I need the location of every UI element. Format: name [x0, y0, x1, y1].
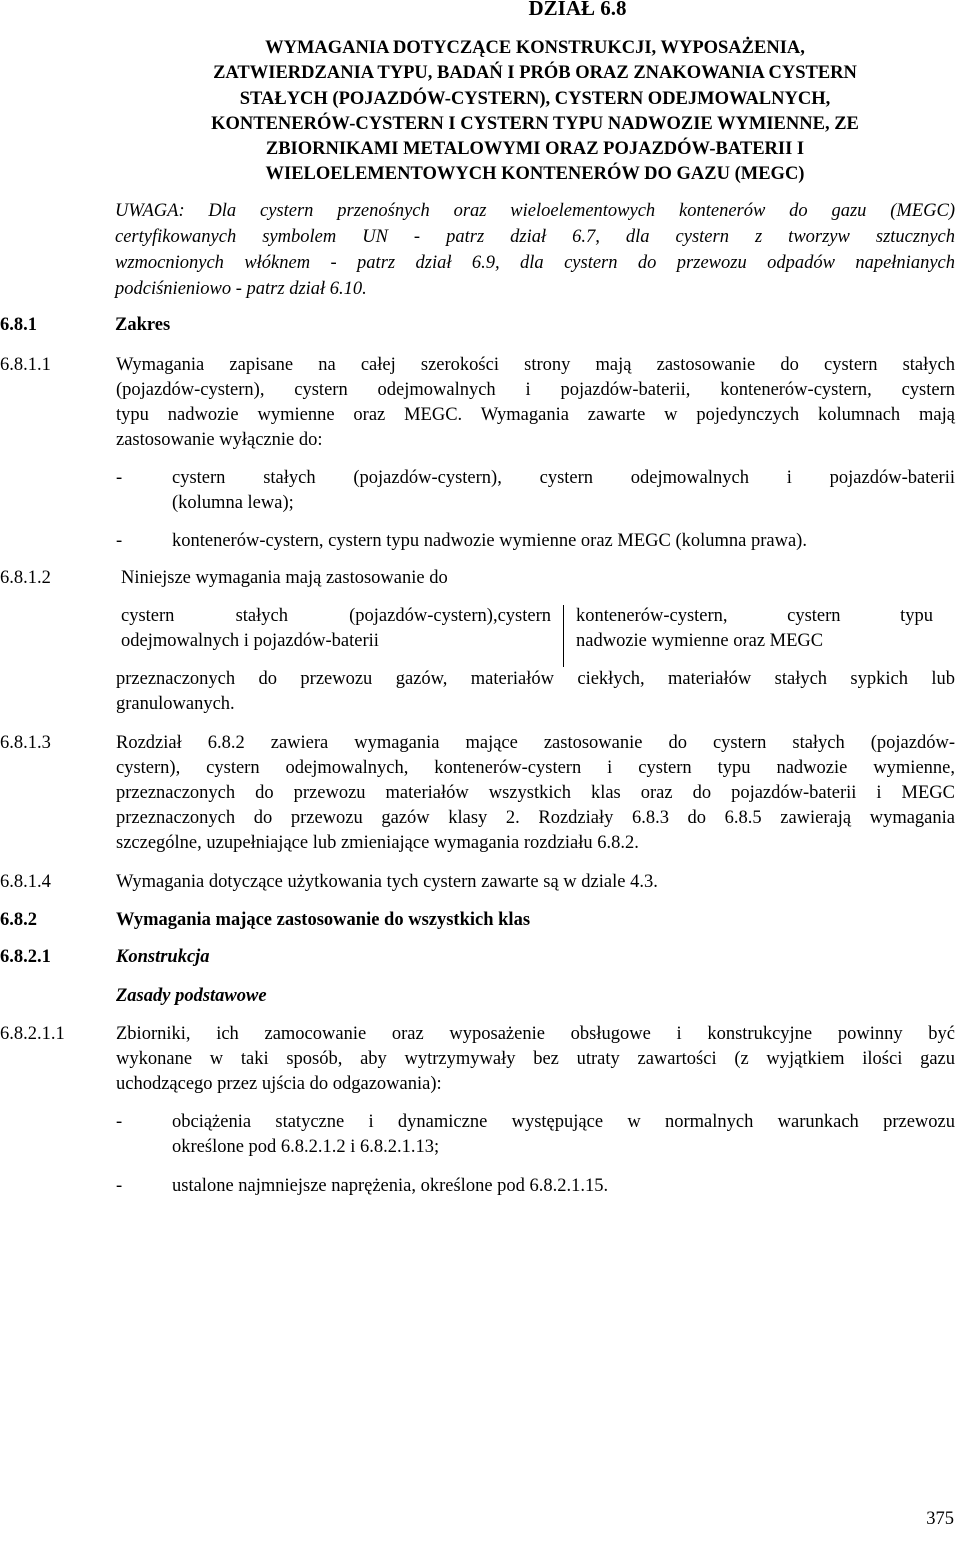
paragraph-line: Rozdział 6.8.2 zawiera wymagania mające zastosowanie do cystern stałych (pojazdów- [116, 733, 955, 753]
section-number: 6.8.2.1.1 [0, 1024, 65, 1044]
chapter-title-line: ZATWIERDZANIA TYPU, BADAŃ I PRÓB ORAZ ZNAKOWANIA CYSTERN [213, 63, 857, 84]
section-number: 6.8.1.3 [0, 733, 51, 753]
paragraph-line: typu nadwozie wymienne oraz MEGC. Wymagania zawarte w pojedynczych kolumnach mają [116, 405, 955, 425]
list-dash: - [116, 468, 123, 488]
page-number: 375 [926, 1509, 954, 1529]
paragraph-line: przeznaczonych do przewozu gazów klasy 2. Rozdziały 6.8.3 do 6.8.5 zawierają wymagania [116, 808, 955, 828]
paragraph-line: szczególne, uzupełniające lub zmieniające wymagania rozdziału 6.8.2. [116, 833, 639, 853]
list-item-line: kontenerów-cystern, cystern typu nadwozie wymienne oraz MEGC (kolumna prawa). [172, 531, 807, 551]
paragraph-line: cystern), cystern odejmowalnych, kontenerów-cystern i cystern typu nadwozie wymienne, [116, 758, 955, 778]
list-item-line: cystern stałych (pojazdów-cystern), cystern odejmowalnych i pojazdów-baterii [172, 468, 955, 488]
section-number: 6.8.1.1 [0, 355, 51, 375]
paragraph-line: przeznaczonych do przewozu gazów, materiałów ciekłych, materiałów stałych sypkich lub [116, 669, 955, 689]
list-item-line: określone pod 6.8.2.1.2 i 6.8.2.1.13; [172, 1137, 440, 1157]
column-divider [563, 605, 564, 667]
section-number: 6.8.1 [0, 315, 37, 335]
chapter-title-line: STAŁYCH (POJAZDÓW-CYSTERN), CYSTERN ODEJMOWALNYCH, [239, 88, 831, 109]
paragraph-line: Niniejsze wymagania mają zastosowanie do [121, 568, 448, 588]
paragraph-line: (pojazdów-cystern), cystern odejmowalnych i pojazdów-baterii, kontenerów-cystern, cystern [116, 380, 955, 400]
paragraph-line: granulowanych. [116, 694, 235, 714]
chapter-title-line: KONTENERÓW-CYSTERN I CYSTERN TYPU NADWOZIE WYMIENNE, ZE [211, 113, 859, 134]
paragraph-line: uchodzącego przez ujścia do odgazowania): [116, 1074, 442, 1094]
section-title: Zakres [115, 315, 171, 335]
right-column-line: nadwozie wymienne oraz MEGC [576, 631, 824, 651]
list-item-line: (kolumna lewa); [172, 493, 294, 513]
list-dash: - [116, 1176, 123, 1196]
list-dash: - [116, 531, 123, 551]
note-line: certyfikowanych symbolem UN - patrz dział 6.7, dla cystern z tworzyw sztucznych [115, 227, 955, 247]
subsection-title: Zasady podstawowe [116, 986, 267, 1006]
paragraph-line: przeznaczonych do przewozu materiałów wszystkich klas oraz do pojazdów-baterii i MEGC [116, 783, 955, 803]
paragraph-line: Wymagania dotyczące użytkowania tych cystern zawarte są w dziale 4.3. [116, 872, 658, 892]
section-number: 6.8.2.1 [0, 947, 51, 967]
note-line: wzmocnionych włóknem - patrz dział 6.9, dla cystern do przewozu odpadów napełnianych [115, 253, 955, 273]
chapter-title-line: ZBIORNIKAMI METALOWYMI ORAZ POJAZDÓW-BATERII I [265, 139, 805, 160]
right-column-line: kontenerów-cystern, cystern typu [576, 606, 933, 626]
section-number: 6.8.1.4 [0, 872, 51, 892]
chapter-title [115, 36, 955, 188]
left-column-line: odejmowalnych i pojazdów-baterii [121, 631, 379, 651]
list-item-line: obciążenia statyczne i dynamiczne występujące w normalnych warunkach przewozu [172, 1112, 955, 1132]
note-line: podciśnieniowo - patrz dział 6.10. [115, 279, 367, 299]
chapter-title-line: WYMAGANIA DOTYCZĄCE KONSTRUKCJI, WYPOSAŻENIA, [265, 38, 805, 58]
section-number: 6.8.1.2 [0, 568, 51, 588]
paragraph-line: wykonane w taki sposób, aby wytrzymywały bez utraty zawartości (z wyjątkiem ilości gazu [116, 1049, 955, 1069]
paragraph-line: Zbiorniki, ich zamocowanie oraz wyposażenie obsługowe i konstrukcyjne powinny być [116, 1024, 955, 1044]
list-dash: - [116, 1112, 123, 1132]
paragraph-line: zastosowanie wyłącznie do: [116, 430, 323, 450]
chapter-heading: DZIAŁ 6.8 [528, 0, 627, 20]
left-column-line: cystern stałych (pojazdów-cystern),cystern [121, 606, 551, 626]
list-item-line: ustalone najmniejsze naprężenia, określone pod 6.8.2.1.15. [172, 1176, 609, 1196]
note-line: UWAGA: Dla cystern przenośnych oraz wieloelementowych kontenerów do gazu (MEGC) [115, 201, 955, 221]
section-title: Wymagania mające zastosowanie do wszystkich klas [116, 910, 531, 930]
section-number: 6.8.2 [0, 910, 37, 930]
paragraph-line: Wymagania zapisane na całej szerokości strony mają zastosowanie do cystern stałych [116, 355, 955, 375]
chapter-title-line: WIELOELEMENTOWYCH KONTENERÓW DO GAZU (MEGC) [265, 164, 805, 185]
section-title: Konstrukcja [116, 947, 210, 967]
